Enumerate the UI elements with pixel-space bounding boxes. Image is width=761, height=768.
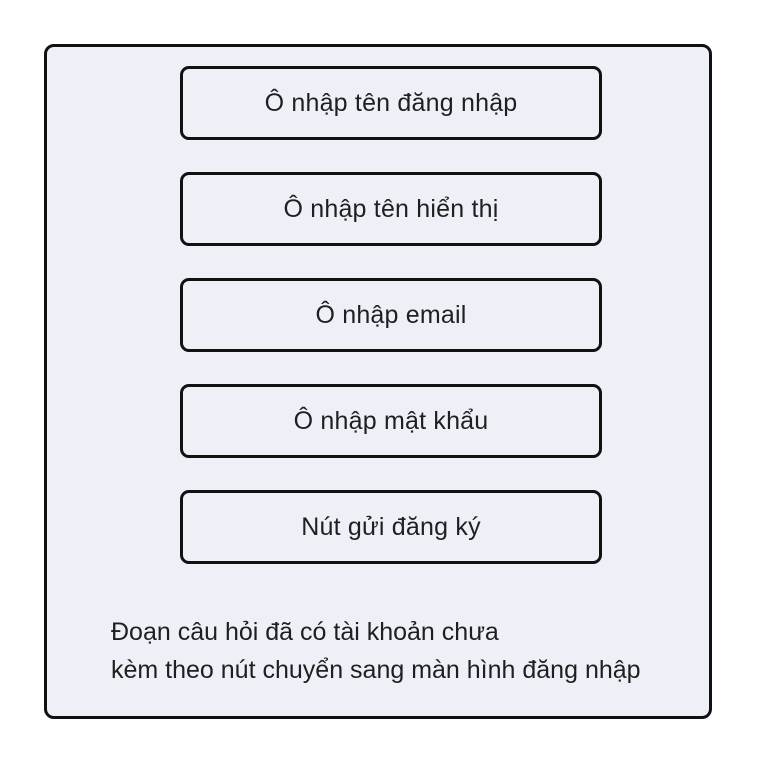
display-name-input-placeholder[interactable] — [180, 172, 602, 246]
email-input-placeholder[interactable] — [180, 278, 602, 352]
register-submit-button-label: Nút gửi đăng ký — [301, 512, 481, 541]
login-prompt-note-line-1: Đoạn câu hỏi đã có tài khoản chưa — [111, 618, 499, 646]
display-name-input-label: Ô nhập tên hiển thị — [283, 194, 499, 223]
password-input-placeholder[interactable] — [180, 384, 602, 458]
email-input-label: Ô nhập email — [315, 300, 467, 329]
password-input-label: Ô nhập mật khẩu — [293, 406, 489, 435]
login-prompt-note-line-2: kèm theo nút chuyển sang màn hình đăng nhập — [111, 656, 641, 684]
register-submit-button-placeholder[interactable] — [180, 490, 602, 564]
username-input-placeholder[interactable] — [180, 66, 602, 140]
username-input-label: Ô nhập tên đăng nhập — [264, 88, 518, 117]
login-prompt-note — [111, 613, 641, 689]
